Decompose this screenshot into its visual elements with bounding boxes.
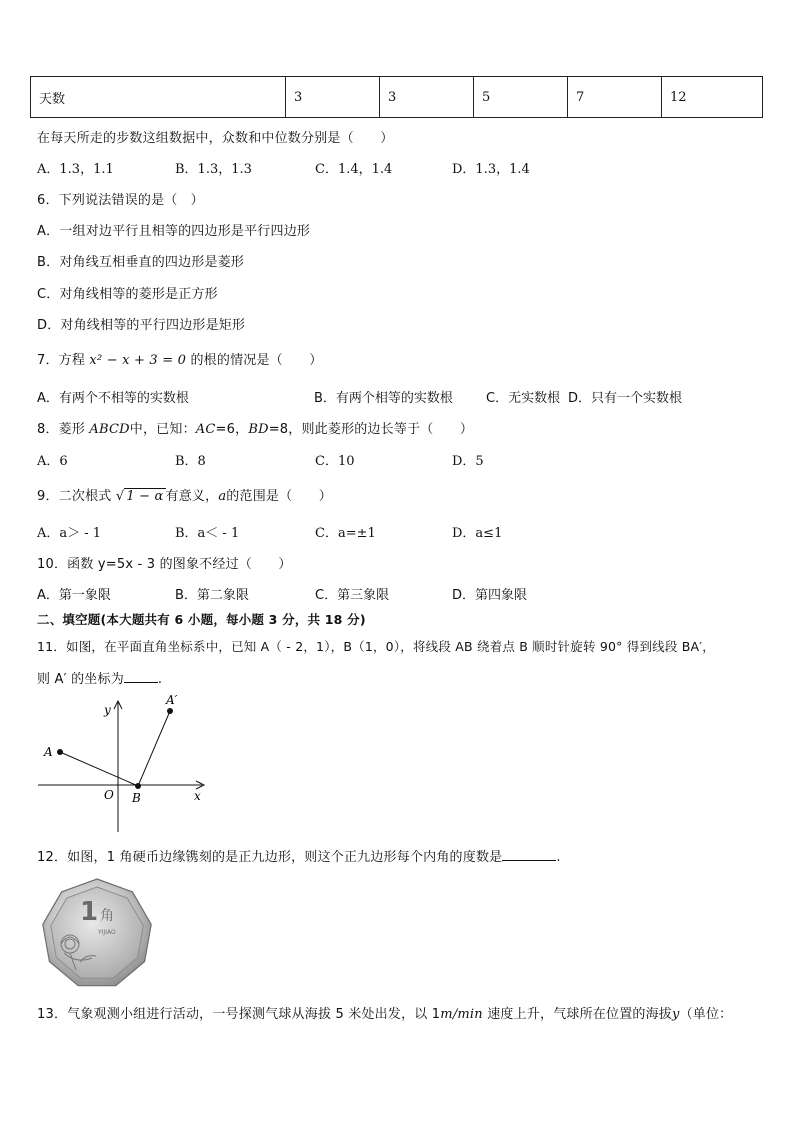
table-cell: 7 bbox=[568, 77, 662, 118]
q6-stem: 6．下列说法错误的是（ ） bbox=[37, 193, 204, 208]
coin-numeral: 1 bbox=[80, 897, 99, 927]
q7-option-d: D．只有一个实数根 bbox=[568, 391, 683, 406]
label-o: O bbox=[104, 788, 114, 802]
q13-var: y bbox=[672, 1007, 680, 1022]
q6-option-c: C．对角线相等的菱形是正方形 bbox=[37, 287, 218, 302]
table-cell: 3 bbox=[380, 77, 474, 118]
segment-ba-prime bbox=[138, 711, 170, 786]
q8-mid: 中，已知： bbox=[129, 422, 196, 437]
q13-part-a: 13．气象观测小组进行活动，一号探测气球从海拔 5 米处出发，以 1 bbox=[37, 1007, 441, 1022]
q11-prompt: 则 A′ 的坐标为 bbox=[37, 672, 124, 687]
q7-option-b: B．有两个相等的实数根 bbox=[314, 391, 453, 406]
sqrt-radical-icon: √ bbox=[115, 489, 125, 504]
q9-prefix: 9．二次根式 bbox=[37, 489, 112, 504]
q8-bd: BD bbox=[248, 422, 269, 437]
label-y: y bbox=[104, 703, 111, 717]
q8-stem bbox=[37, 418, 473, 437]
q13-part-c: （单位： bbox=[679, 1007, 733, 1022]
q9-stem bbox=[37, 485, 332, 504]
q5-option-a: A．1.3，1.1 bbox=[37, 162, 114, 177]
q8-ac-val: =6， bbox=[215, 422, 249, 437]
q9-mid: 有意义， bbox=[165, 489, 219, 504]
q13-unit: m/min bbox=[440, 1007, 483, 1022]
q10-option-c: C．第三象限 bbox=[315, 588, 390, 603]
q7-equation: x² − x + 3 = 0 bbox=[89, 353, 187, 368]
q12-period: . bbox=[556, 850, 561, 865]
q9-option-c: C．a=±1 bbox=[315, 526, 376, 541]
q9-radicand: 1 − α bbox=[126, 489, 164, 504]
q9-option-d: D．a≤1 bbox=[452, 526, 503, 541]
table-cell: 5 bbox=[474, 77, 568, 118]
coin-image bbox=[36, 878, 158, 990]
q7-tail: 的根的情况是（ ） bbox=[190, 353, 323, 368]
q6-option-a: A．一组对边平行且相等的四边形是平行四边形 bbox=[37, 224, 311, 239]
label-a: A bbox=[44, 745, 53, 759]
point-b bbox=[135, 783, 141, 789]
steps-table bbox=[30, 76, 763, 118]
q7-option-a: A．有两个不相等的实数根 bbox=[37, 391, 189, 406]
q12-text bbox=[37, 846, 561, 865]
table-cell: 3 bbox=[286, 77, 380, 118]
q9-tail: 的范围是（ ） bbox=[226, 489, 332, 504]
q10-option-d: D．第四象限 bbox=[452, 588, 528, 603]
q6-option-b: B．对角线互相垂直的四边形是菱形 bbox=[37, 255, 245, 270]
q8-ac: AC bbox=[195, 422, 216, 437]
q11-line1: 11．如图，在平面直角坐标系中，已知 A（ - 2，1），B（1，0），将线段 AB 绕着点 B 顺时针旋转 90° 得到线段 BA′， bbox=[37, 639, 716, 654]
q9-var: a bbox=[218, 489, 227, 504]
q7-number: 7．方程 bbox=[37, 353, 86, 368]
q7-option-c: C．无实数根 bbox=[486, 391, 561, 406]
q7-stem bbox=[37, 349, 322, 368]
section-title: 二、填空题(本大题共有 6 小题，每小题 3 分，共 18 分) bbox=[37, 612, 366, 627]
q10-stem: 10．函数 y=5x - 3 的图象不经过（ ） bbox=[37, 557, 292, 572]
q10-option-b: B．第二象限 bbox=[175, 588, 249, 603]
q9-option-b: B．a＜ - 1 bbox=[175, 526, 240, 541]
q10-option-a: A．第一象限 bbox=[37, 588, 111, 603]
point-a bbox=[57, 749, 63, 755]
q5-option-d: D．1.3，1.4 bbox=[452, 162, 530, 177]
label-b: B bbox=[132, 791, 141, 805]
q13-text bbox=[37, 1003, 732, 1022]
q8-option-b: B．8 bbox=[175, 454, 206, 469]
q8-prefix: 8．菱形 bbox=[37, 422, 86, 437]
q12-answer-blank bbox=[502, 848, 556, 861]
table-row-label: 天数 bbox=[31, 77, 286, 118]
coin-pinyin: YIJIAO bbox=[98, 929, 116, 936]
q8-shape: ABCD bbox=[89, 422, 130, 437]
q11-answer-blank bbox=[124, 670, 158, 683]
q5-option-c: C．1.4，1.4 bbox=[315, 162, 393, 177]
q8-option-a: A．6 bbox=[37, 454, 68, 469]
q8-option-d: D．5 bbox=[452, 454, 484, 469]
q5-option-b: B．1.3，1.3 bbox=[175, 162, 252, 177]
q5-stem: 在每天所走的步数这组数据中，众数和中位数分别是（ ） bbox=[37, 131, 394, 146]
table-row bbox=[31, 77, 763, 118]
q11-period: . bbox=[157, 672, 163, 687]
q13-part-b: 速度上升，气球所在位置的海拔 bbox=[482, 1007, 673, 1022]
segment-ab bbox=[60, 752, 138, 786]
q11-coordinate-figure bbox=[30, 690, 210, 835]
q9-option-a: A．a＞ - 1 bbox=[37, 526, 102, 541]
q8-bd-val: =8，则此菱形的边长等于（ ） bbox=[268, 422, 474, 437]
q11-line2 bbox=[37, 668, 162, 687]
q6-option-d: D．对角线相等的平行四边形是矩形 bbox=[37, 318, 246, 333]
q12-stem: 12．如图，1 角硬币边缘镌刻的是正九边形，则这个正九边形每个内角的度数是 bbox=[37, 850, 503, 865]
table-cell: 12 bbox=[662, 77, 763, 118]
label-x: x bbox=[194, 789, 201, 803]
point-a-prime bbox=[167, 708, 173, 714]
coin-char: 角 bbox=[100, 908, 114, 924]
q8-option-c: C．10 bbox=[315, 454, 355, 469]
label-a-prime: A′ bbox=[166, 693, 178, 707]
